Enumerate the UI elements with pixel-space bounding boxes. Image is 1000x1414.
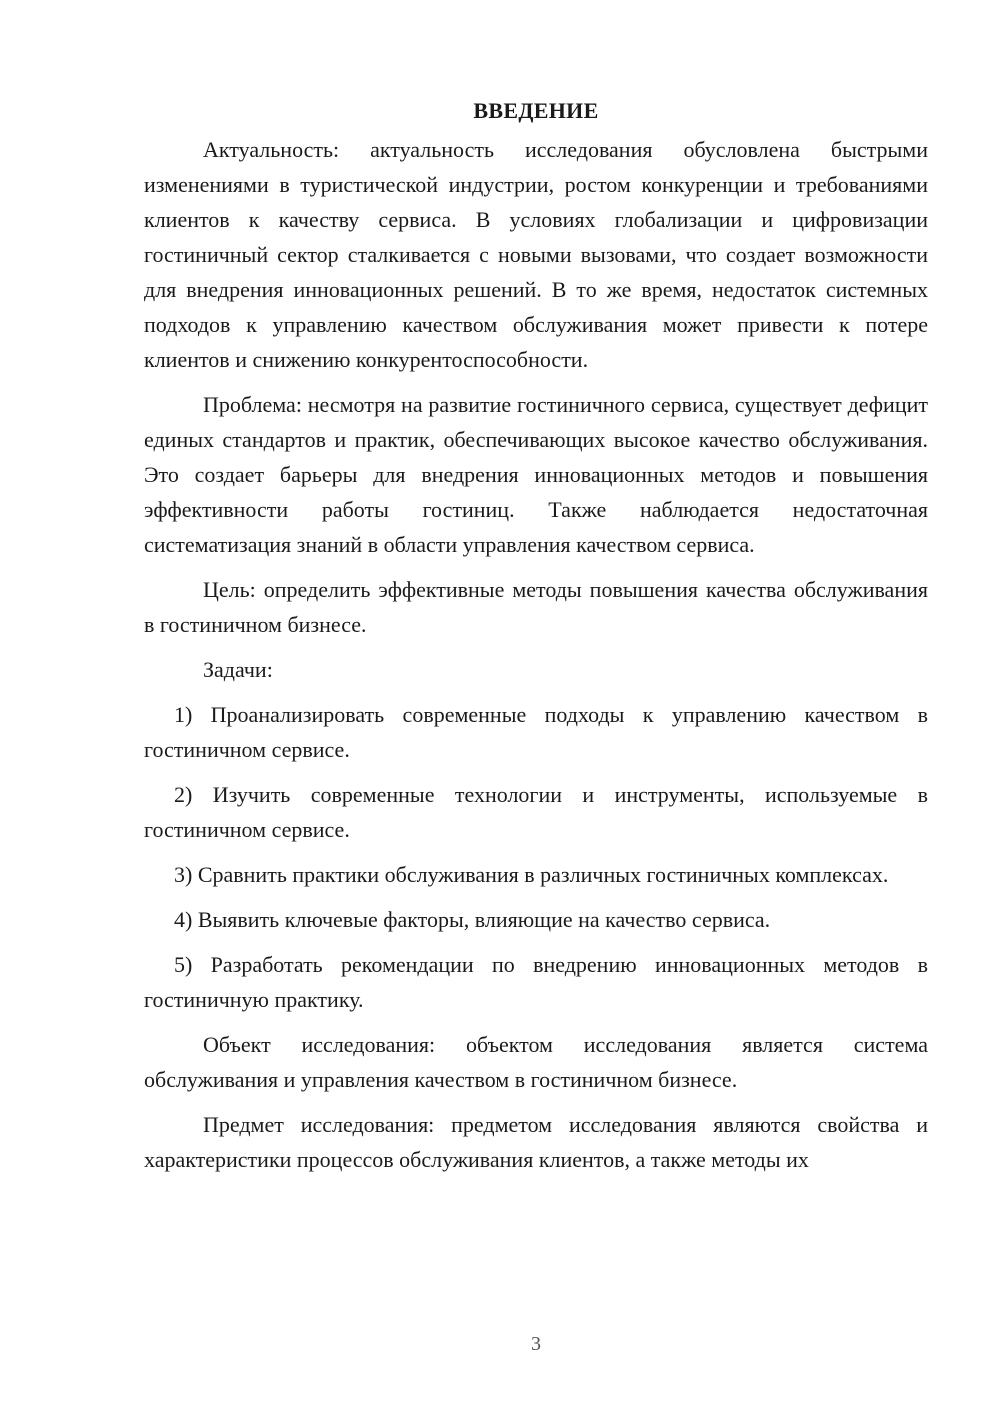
paragraph-problem: Проблема: несмотря на развитие гостиничного сервиса, существует дефицит единых стандартов и практик, обеспечивающих высокое качество обслуживания. Это создает барьеры для внедрения инновационных методов и повышения эффективности работы гостиниц. Также наблюдается недостаточная систематизация знаний в области управления качеством сервиса. [144, 392, 928, 557]
task-item-2: 2) Изучить современные технологии и инструменты, используемые в гостиничном сервисе. [144, 782, 928, 842]
page-title: ВВЕДЕНИЕ [473, 98, 599, 123]
paragraph-goal: Цель: определить эффективные методы повышения качества обслуживания в гостиничном бизнесе. [144, 577, 928, 637]
task-item-4: 4) Выявить ключевые факторы, влияющие на качество сервиса. [174, 907, 771, 932]
task-item-1: 1) Проанализировать современные подходы к управлению качеством в гостиничном сервисе. [144, 702, 928, 762]
page-number: 3 [531, 1333, 541, 1355]
task-item-3: 3) Сравнить практики обслуживания в различных гостиничных комплексах. [174, 862, 889, 887]
task-item-5: 5) Разработать рекомендации по внедрению инновационных методов в гостиничную практику. [144, 952, 928, 1012]
tasks-heading: Задачи: [203, 657, 273, 682]
paragraph-object: Объект исследования: объектом исследования является система обслуживания и управления качеством в гостиничном бизнесе. [144, 1032, 928, 1092]
paragraph-relevance: Актуальность: актуальность исследования обусловлена быстрыми изменениями в туристической индустрии, ростом конкуренции и требованиями клиентов к качеству сервиса. В условиях глобализации и цифровизации гостиничный сектор сталкивается с новыми вызовами, что создает возможности для внедрения инновационных решений. В то же время, недостаток системных подходов к управлению качеством обслуживания может привести к потере клиентов и снижению конкурентоспособности. [144, 137, 928, 372]
document-page [144, 96, 928, 1187]
paragraph-subject: Предмет исследования: предметом исследования являются свойства и характеристики процессов обслуживания клиентов, а также методы их [144, 1112, 928, 1172]
